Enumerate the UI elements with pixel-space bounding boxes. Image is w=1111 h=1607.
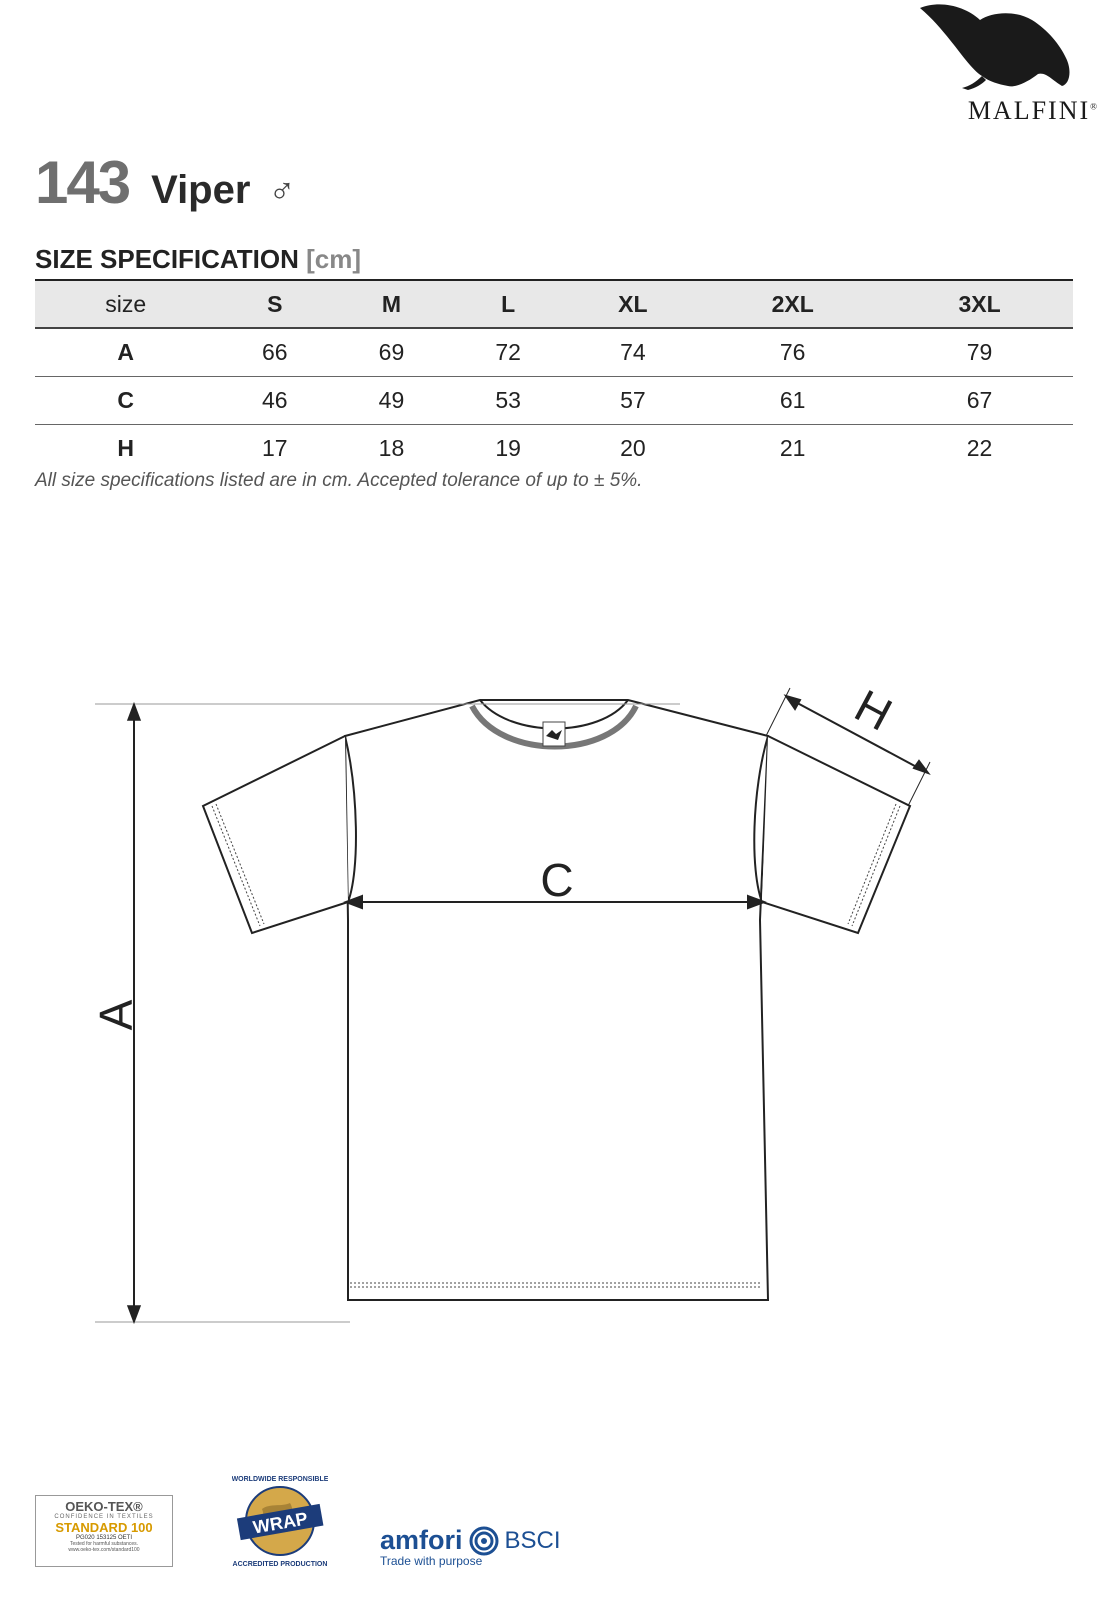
brand-name: MALFINI [967,96,1091,125]
header-s: S [216,280,333,328]
header-xl: XL [567,280,700,328]
header-m: M [333,280,450,328]
table-cell: 17 [261,435,288,461]
header-2xl: 2XL [699,280,886,328]
label-h: H [846,679,901,741]
product-title [35,148,295,217]
amfori-tagline: Trade with purpose [380,1554,483,1568]
oeko-number: PG020 153125 OETI [75,1535,133,1541]
row-label: A [35,328,216,377]
amfori-ring-icon [469,1526,499,1556]
table-cell: 20 [620,435,646,461]
table-cell: 49 [333,377,450,425]
wrap-center: WRAP [251,1508,310,1538]
table-cell: 72 [450,328,567,377]
label-c: C [540,854,574,906]
male-icon: ♂ [268,170,296,211]
oeko-tested: Tested for harmful substances. [69,1541,139,1547]
tshirt-outline [203,700,910,1300]
wrap-certification-icon [232,1473,328,1569]
table-cell: 21 [779,435,806,461]
header-l: L [450,280,567,328]
table-header-row [35,280,1073,328]
table-cell: 66 [216,328,333,377]
table-cell: 19 [495,435,521,461]
table-cell: 76 [699,328,886,377]
oeko-confidence: CONFIDENCE IN TEXTILES [54,1514,154,1520]
oeko-tex-badge [35,1495,173,1567]
amfori-bsci-logo [380,1525,561,1568]
oeko-standard: STANDARD 100 [55,1520,153,1535]
spec-heading [35,244,361,275]
product-code: 143 [35,149,130,216]
header-3xl: 3XL [886,280,1073,328]
header-size: size [35,280,216,328]
table-cell: 22 [966,435,993,461]
tshirt-diagram [0,640,1111,1360]
size-table [35,279,1073,472]
oeko-title: OEKO-TEX® [65,1499,143,1514]
wrap-top: WORLDWIDE RESPONSIBLE [232,1476,328,1483]
wrap-bottom: ACCREDITED PRODUCTION [232,1561,328,1568]
label-a: A [90,999,142,1031]
tolerance-note: All size specifications listed are in cm. Accepted tolerance of up to ± 5%. [35,470,643,491]
table-cell: 61 [699,377,886,425]
amfori-name: amfori [380,1525,463,1555]
registered-mark: ® [1090,101,1099,112]
spec-unit: [cm] [306,244,362,274]
brand-wordmark [968,96,1099,126]
table-row [35,328,1073,377]
table-row [35,377,1073,425]
table-cell: 46 [216,377,333,425]
table-cell: 69 [333,328,450,377]
oeko-url: www.oeko-tex.com/standard100 [68,1547,140,1553]
amfori-bsci: BSCI [504,1526,561,1554]
table-cell: 74 [567,328,700,377]
table-cell: 57 [567,377,700,425]
row-label: C [35,377,216,425]
table-cell: 18 [378,435,405,461]
spec-heading-text: SIZE SPECIFICATION [35,244,299,274]
table-cell: 53 [450,377,567,425]
table-row [35,425,1073,473]
row-label: H [117,435,135,461]
table-cell: 67 [886,377,1073,425]
table-cell: 79 [886,328,1073,377]
product-name: Viper [151,168,251,212]
